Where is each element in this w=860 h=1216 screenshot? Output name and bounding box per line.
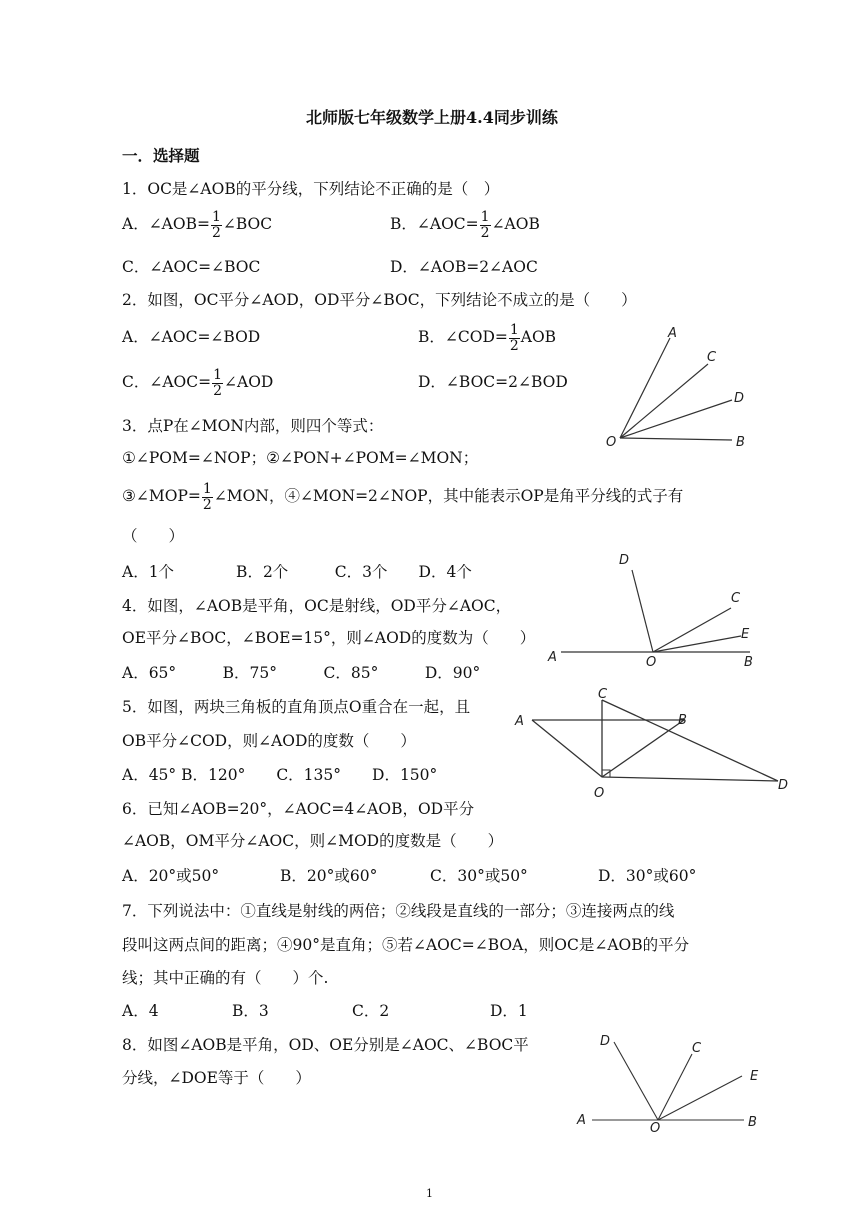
q1-option-c: C．∠AOC=∠BOC [122, 258, 261, 276]
q4-line1: 4．如图，∠AOB是平角，OC是射线，OD平分∠AOC， [122, 597, 512, 615]
q4-options: A．65° B．75° C．85° D．90° [122, 664, 481, 682]
label-b: B [748, 1115, 757, 1130]
q6-option-a: A．20°或50° [122, 867, 220, 885]
label-o: O [606, 435, 617, 450]
q4-figure [545, 548, 765, 672]
q5-line2: OB平分∠COD，则∠AOD的度数（ ） [122, 732, 416, 750]
page-title: 北师版七年级数学上册4.4同步训练 [306, 108, 558, 127]
q3-line1: ①∠POM=∠NOP；②∠PON+∠POM=∠MON； [122, 449, 479, 467]
fraction: $\frac{1}{2}$ [213, 366, 223, 399]
q2-option-a: A．∠AOC=∠BOD [122, 328, 261, 346]
q1-option-d: D．∠AOB=2∠AOC [390, 258, 538, 276]
q1-option-a: A．∠AOB= $\frac{1}{2}$ ∠BOC [122, 208, 273, 241]
q8-line1: 8．如图∠AOB是平角，OD、OE分别是∠AOC、∠BOC平 [122, 1036, 529, 1054]
label-a: A [577, 1113, 586, 1128]
q2-stem: 2．如图，OC平分∠AOD，OD平分∠BOC，下列结论不成立的是（ ） [122, 291, 637, 309]
label-a: A [668, 326, 677, 341]
label-e: E [750, 1069, 759, 1084]
q3-line3: （ ） [122, 527, 185, 545]
q7-line3: 线；其中正确的有（ ）个. [122, 969, 329, 987]
fraction: $\frac{1}{2}$ [480, 208, 490, 241]
q8-figure [574, 1032, 774, 1138]
label-d: D [619, 553, 630, 568]
q5-options: A．45° B．120° C．135° D．150° [122, 766, 438, 784]
label-d: D [734, 391, 745, 406]
label-c: C [598, 687, 608, 702]
label-d: D [778, 778, 789, 793]
q5-line1: 5．如图，两块三角板的直角顶点O重合在一起，且 [122, 698, 471, 716]
label-a: A [548, 650, 557, 665]
label-b: B [744, 655, 753, 670]
q1-option-b: B．∠AOC= $\frac{1}{2}$ ∠AOB [390, 208, 540, 241]
q3-line2: ③∠MOP= $\frac{1}{2}$ ∠MON，④∠MON=2∠NOP，其中能表示OP是角平分线的式子有 [122, 480, 684, 513]
fraction: $\frac{1}{2}$ [211, 208, 221, 241]
label-b: B [678, 713, 687, 728]
q3-stem: 3．点P在∠MON内部，则四个等式： [122, 417, 384, 435]
q6-option-b: B．20°或60° [280, 867, 378, 885]
q2-option-d: D．∠BOC=2∠BOD [418, 373, 568, 391]
q6-line2: ∠AOB，OM平分∠AOC，则∠MOD的度数是（ ） [122, 832, 504, 850]
q2-option-b: B．∠COD= $\frac{1}{2}$ AOB [418, 321, 557, 354]
q7-line2: 段叫这两点间的距离；④90°是直角；⑤若∠AOC=∠BOA，则OC是∠AOB的平分 [122, 936, 690, 954]
fraction: $\frac{1}{2}$ [509, 321, 519, 354]
q2-option-c: C．∠AOC= $\frac{1}{2}$ ∠AOD [122, 366, 274, 399]
q3-options: A．1个 B．2个 C．3个 D．4个 [122, 563, 472, 581]
q2-figure [604, 324, 754, 454]
q7-option-d: D．1 [490, 1002, 528, 1020]
label-o: O [650, 1121, 661, 1136]
q6-option-c: C．30°或50° [430, 867, 528, 885]
page-number: 1 [426, 1187, 433, 1200]
label-o: O [594, 786, 605, 801]
q7-line1: 7．下列说法中：①直线是射线的两倍；②线段是直线的一部分；③连接两点的线 [122, 902, 675, 920]
label-c: C [707, 350, 717, 365]
q7-option-b: B．3 [232, 1002, 269, 1020]
label-b: B [736, 435, 745, 450]
q6-option-d: D．30°或60° [598, 867, 697, 885]
label-e: E [741, 627, 750, 642]
q7-option-a: A．4 [122, 1002, 159, 1020]
label-a: A [515, 714, 524, 729]
q1-stem: 1．OC是∠AOB的平分线，下列结论不正确的是（ ） [122, 180, 500, 198]
q7-option-c: C．2 [352, 1002, 390, 1020]
q4-line2: OE平分∠BOC，∠BOE=15°，则∠AOD的度数为（ ） [122, 629, 536, 647]
q8-line2: 分线，∠DOE等于（ ） [122, 1069, 311, 1087]
section-heading: 一．选择题 [122, 146, 200, 165]
label-c: C [731, 591, 741, 606]
q5-figure [512, 684, 802, 804]
label-d: D [600, 1034, 611, 1049]
label-o: O [646, 655, 657, 670]
q6-line1: 6．已知∠AOB=20°，∠AOC=4∠AOB，OD平分 [122, 800, 475, 818]
label-c: C [692, 1041, 702, 1056]
fraction: $\frac{1}{2}$ [202, 480, 212, 513]
